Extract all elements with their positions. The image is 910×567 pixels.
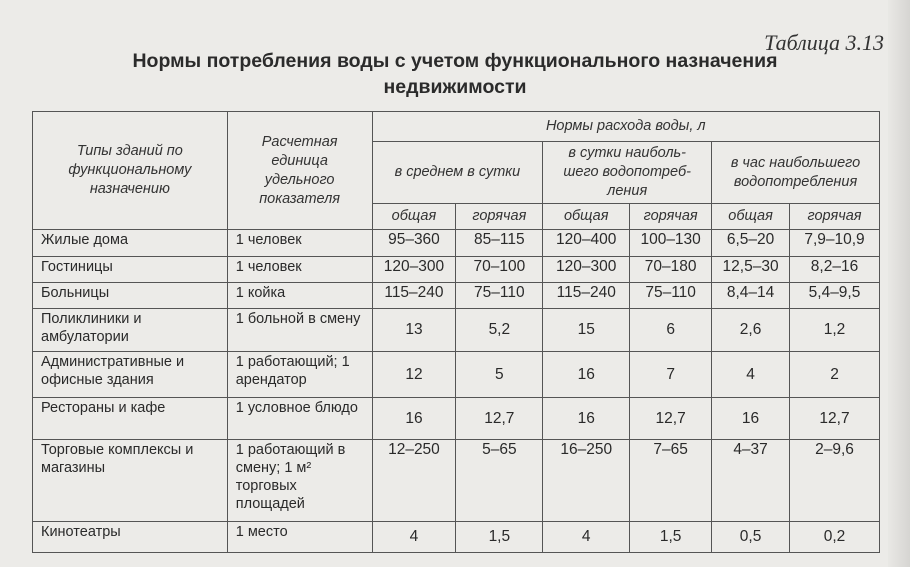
value-cell: 120–300 [543,257,630,283]
value-cell: 115–240 [372,283,456,309]
building-type-cell: Кинотеатры [33,522,228,553]
value-cell: 115–240 [543,283,630,309]
unit-cell: 1 человек [227,257,372,283]
value-cell: 1,2 [790,309,880,352]
table-row [33,522,880,553]
header-building-type: Типы зданий по функциональному назначению [33,112,228,230]
value-cell: 0,5 [712,522,790,553]
building-type-cell: Рестораны и кафе [33,398,228,440]
value-cell: 8,4–14 [712,283,790,309]
value-cell: 0,2 [790,522,880,553]
value-cell: 12,7 [790,398,880,440]
header-total: общая [712,204,790,230]
value-cell: 12,5–30 [712,257,790,283]
value-cell: 95–360 [372,230,456,257]
value-cell: 7,9–10,9 [790,230,880,257]
value-cell: 1,5 [456,522,543,553]
value-cell: 2 [790,352,880,398]
value-cell: 13 [372,309,456,352]
value-cell: 16–250 [543,440,630,522]
value-cell: 120–400 [543,230,630,257]
table-title [0,48,910,100]
value-cell: 16 [372,398,456,440]
value-cell: 7 [630,352,712,398]
value-cell: 16 [543,398,630,440]
value-cell: 12,7 [630,398,712,440]
header-hot: горячая [456,204,543,230]
value-cell: 2,6 [712,309,790,352]
unit-cell: 1 работающий; 1 арендатор [227,352,372,398]
water-norms-table [32,111,880,553]
table-caption: Таблица 3.13 [764,30,884,55]
table-row [33,309,880,352]
value-cell: 7–65 [630,440,712,522]
value-cell: 4–37 [712,440,790,522]
value-cell: 6 [630,309,712,352]
value-cell: 2–9,6 [790,440,880,522]
value-cell: 16 [712,398,790,440]
title-line-2: недвижимости [383,76,527,98]
table-row [33,352,880,398]
header-group-max-hour: в час наибольшего водопотребления [712,142,880,204]
value-cell: 100–130 [630,230,712,257]
value-cell: 12 [372,352,456,398]
header-total: общая [543,204,630,230]
value-cell: 4 [543,522,630,553]
header-hot: горячая [790,204,880,230]
value-cell: 8,2–16 [790,257,880,283]
header-unit: Расчетная единица удельного показателя [227,112,372,230]
title-line-1: Нормы потребления воды с учетом функционального назначения [132,50,778,72]
value-cell: 75–110 [630,283,712,309]
value-cell: 12,7 [456,398,543,440]
header-total: общая [372,204,456,230]
table-row [33,440,880,522]
header-norms: Нормы расхода воды, л [372,112,879,142]
table-row [33,257,880,283]
table-row [33,283,880,309]
value-cell: 5,2 [456,309,543,352]
value-cell: 6,5–20 [712,230,790,257]
building-type-cell: Гостиницы [33,257,228,283]
value-cell: 70–180 [630,257,712,283]
value-cell: 5–65 [456,440,543,522]
value-cell: 5,4–9,5 [790,283,880,309]
value-cell: 16 [543,352,630,398]
building-type-cell: Больницы [33,283,228,309]
value-cell: 5 [456,352,543,398]
table-row [33,230,880,257]
building-type-cell: Административные и офисные здания [33,352,228,398]
value-cell: 1,5 [630,522,712,553]
unit-cell: 1 койка [227,283,372,309]
value-cell: 70–100 [456,257,543,283]
building-type-cell: Жилые дома [33,230,228,257]
building-type-cell: Поликлиники и амбулатории [33,309,228,352]
value-cell: 85–115 [456,230,543,257]
building-type-cell: Торговые комплексы и магазины [33,440,228,522]
unit-cell: 1 условное блюдо [227,398,372,440]
header-hot: горячая [630,204,712,230]
unit-cell: 1 место [227,522,372,553]
unit-cell: 1 работающий в смену; 1 м² торговых площадей [227,440,372,522]
table-row [33,398,880,440]
unit-cell: 1 человек [227,230,372,257]
value-cell: 75–110 [456,283,543,309]
value-cell: 120–300 [372,257,456,283]
value-cell: 4 [712,352,790,398]
header-group-max-day: в сутки наиболь-шего водопотреб-ления [543,142,712,204]
header-group-avg-day: в среднем в сутки [372,142,543,204]
value-cell: 15 [543,309,630,352]
unit-cell: 1 больной в смену [227,309,372,352]
value-cell: 4 [372,522,456,553]
value-cell: 12–250 [372,440,456,522]
